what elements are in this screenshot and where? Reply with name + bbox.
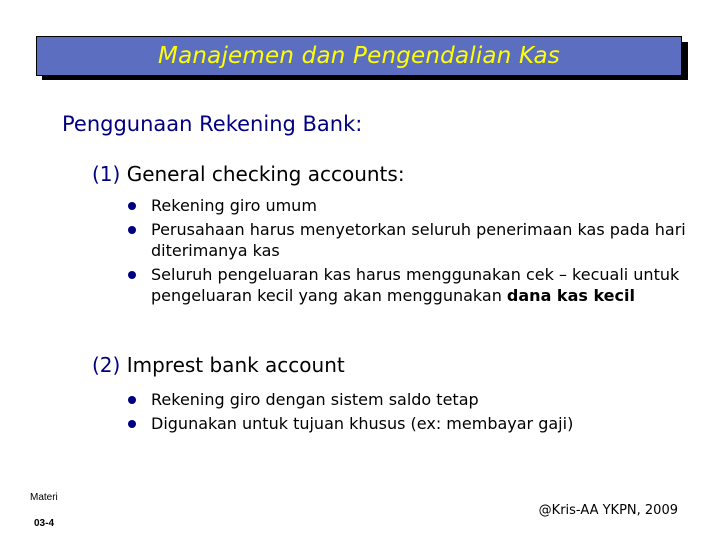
slide-title: Manajemen dan Pengendalian Kas (158, 43, 560, 69)
footer-materi-label: Materi (30, 492, 58, 503)
footer-copyright: @Kris-AA YKPN, 2009 (538, 503, 678, 518)
bullet-text: Perusahaan harus menyetorkan seluruh penerimaan kas pada hari diterimanya kas (151, 220, 686, 260)
bullet-icon (128, 396, 136, 404)
subheading-general-checking (92, 162, 405, 186)
bullet-icon (128, 271, 136, 279)
bullet-icon (128, 226, 136, 234)
bullet-icon (128, 202, 136, 210)
bullet-list-imprest (126, 389, 686, 437)
subheading-imprest (92, 353, 345, 377)
section-heading: Penggunaan Rekening Bank: (62, 112, 363, 136)
subheading-label: General checking accounts: (126, 162, 405, 186)
bullet-text: Rekening giro dengan sistem saldo tetap (151, 390, 479, 409)
list-item (126, 195, 686, 216)
bullet-bold-text: dana kas kecil (506, 286, 635, 305)
title-banner (36, 36, 682, 76)
list-item (126, 219, 686, 261)
bullet-icon (128, 420, 136, 428)
list-item (126, 264, 686, 306)
bullet-text: Seluruh pengeluaran kas harus menggunakan cek – kecuali untuk pengeluaran kecil yang akan menggunakan (151, 265, 680, 305)
bullet-text: Digunakan untuk tujuan khusus (ex: membayar gaji) (151, 414, 574, 433)
list-item (126, 413, 686, 434)
list-item (126, 389, 686, 410)
subheading-label: Imprest bank account (126, 353, 345, 377)
bullet-text: Rekening giro umum (151, 196, 317, 215)
subheading-number: (1) (92, 162, 121, 186)
subheading-number: (2) (92, 353, 121, 377)
footer-slide-number: 03-4 (34, 518, 55, 529)
bullet-list-general-checking (126, 195, 686, 309)
